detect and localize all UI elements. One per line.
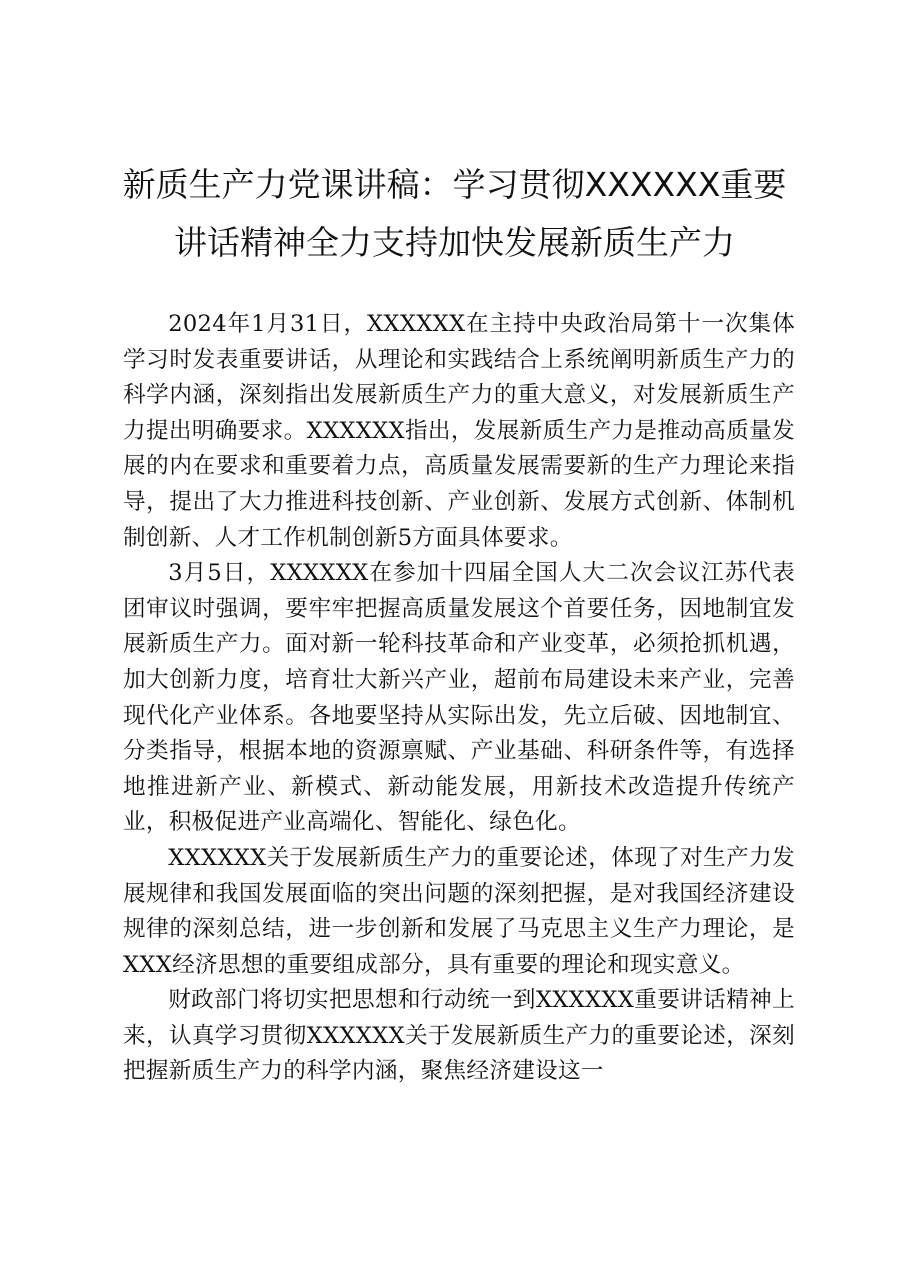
paragraph-3: XXXXXX关于发展新质生产力的重要论述，体现了对生产力发展规律和我国发展面临的突出问题的深刻把握，是对我国经济建设规律的深刻总结，进一步创新和发展了马克思主义生产力理论，是XXX经济思想的重要组成部分，具有重要的理论和现实意义。 xyxy=(123,844,795,978)
paragraph-2: 3月5日，XXXXXX在参加十四届全国人大二次会议江苏代表团审议时强调，要牢牢把握高质量发展这个首要任务，因地制宜发展新质生产力。面对新一轮科技革命和产业变革，必须抢抓机遇，加大创新力度，培育壮大新兴产业，超前布局建设未来产业，完善现代化产业体系。各地要坚持从实际出发，先立后破、因地制宜、分类指导，根据本地的资源禀赋、产业基础、科研条件等，有选择地推进新产业、新模式、新动能发展，用新技术改造提升传统产业，积极促进产业高端化、智能化、绿色化。 xyxy=(123,560,795,836)
document-body xyxy=(123,307,795,1090)
paragraph-4: 财政部门将切实把思想和行动统一到XXXXXX重要讲话精神上来，认真学习贯彻XXXXXX关于发展新质生产力的重要论述，深刻把握新质生产力的科学内涵，聚焦经济建设这一 xyxy=(123,987,795,1085)
document-title: 新质生产力党课讲稿：学习贯彻XXXXXX重要讲话精神全力支持加快发展新质生产力 xyxy=(122,165,787,262)
paragraph-1: 2024年1月31日，XXXXXX在主持中央政治局第十一次集体学习时发表重要讲话，从理论和实践结合上系统阐明新质生产力的科学内涵，深刻指出发展新质生产力的重大意义，对发展新质生产力提出明确要求。XXXXXX指出，发展新质生产力是推动高质量发展的内在要求和重要着力点，高质量发展需要新的生产力理论来指导，提出了大力推进科技创新、产业创新、发展方式创新、体制机制创新、人才工作机制创新5方面具体要求。 xyxy=(123,311,795,551)
